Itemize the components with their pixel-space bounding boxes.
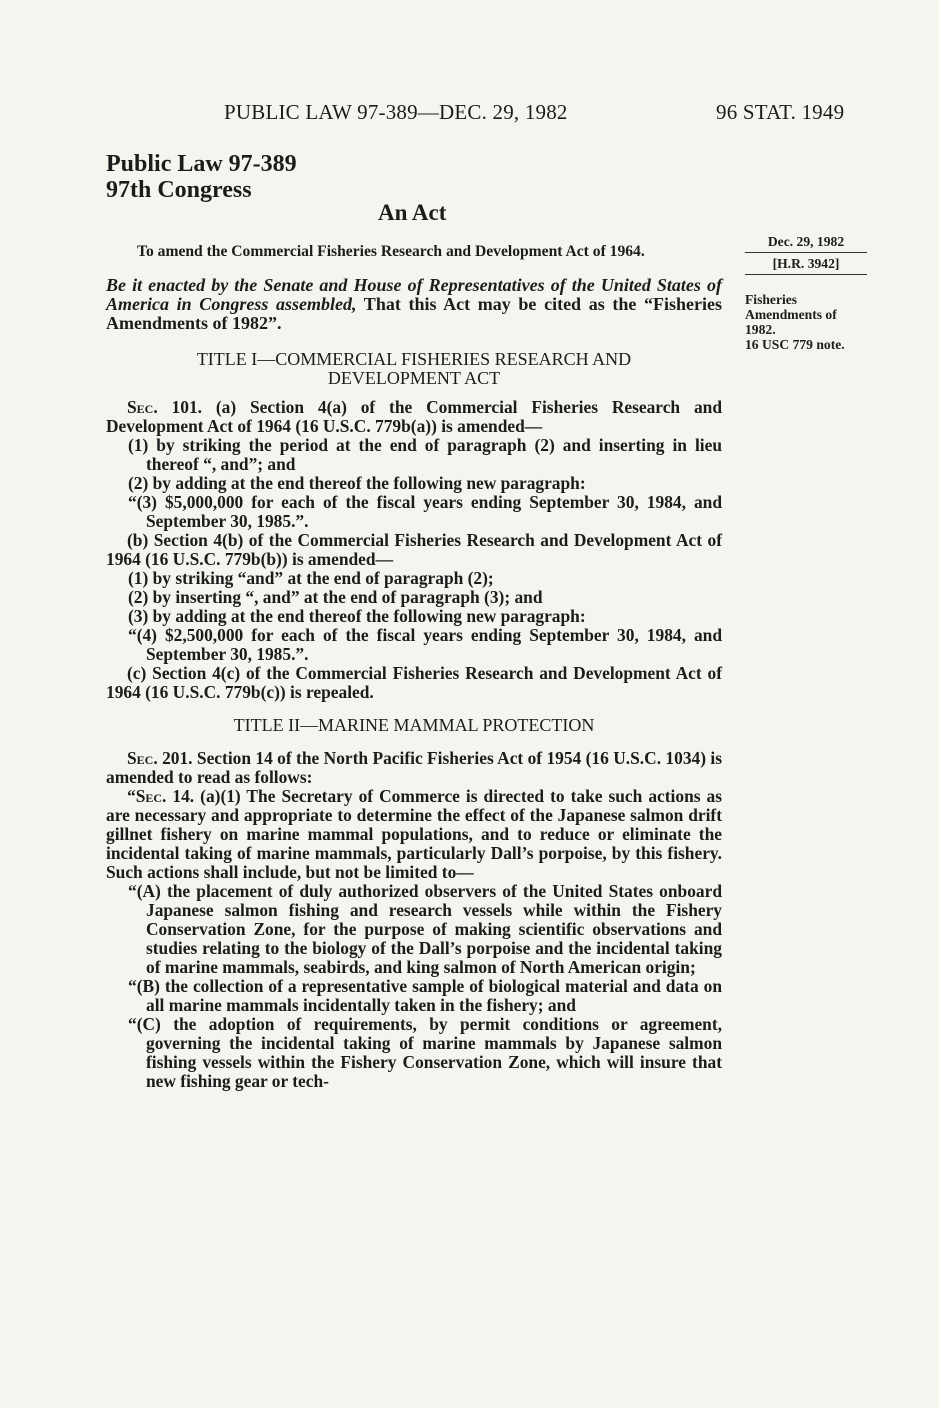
section-101-a [106,398,722,436]
act-body [106,340,722,1091]
paragraph: (2) by adding at the end thereof the following new paragraph: [128,473,586,493]
enacting-clause-italic: Be it enacted by the Senate and House of Representatives of the United States of America in Congress assembled, [106,275,722,314]
act-purpose: To amend the Commercial Fisheries Research and Development Act of 1964. [137,243,645,260]
clause-a: “(A) the placement of duly authorized observers of the United States onboard Japanese salmon fishing and research vessels while within the Fishery Conservation Zone, for the purpose of making scientific observations and studies relating to the biology of the Dall’s porpoise and the incidental taking of marine mammals, seabirds, and king salmon of North American origin; [128,881,722,977]
margin-note-line: 16 USC 779 note. [745,337,845,352]
paragraph: (2) by inserting “, and” at the end of paragraph (3); and [128,587,543,607]
quoted-paragraph: “(4) $2,500,000 for each of the fiscal years ending September 30, 1984, and September 30, 1985.”. [128,625,722,664]
clause-b: “(B) the collection of a representative sample of biological material and data on all marine mammals incidentally taken in the fishery; and [128,976,722,1015]
section-101-b: (b) Section 4(b) of the Commercial Fisheries Research and Development Act of 1964 (16 U.S.C. 779b(b)) is amended— [106,530,722,569]
margin-note-line: Fisheries [745,292,798,307]
section-201 [106,749,722,787]
section-14-a [106,787,722,882]
paragraph: (1) by striking “and” at the end of paragraph (2); [128,568,494,588]
title-2-heading: TITLE II—MARINE MAMMAL PROTECTION [233,715,595,735]
section-text: 101. (a) Section 4(a) of the Commercial Fisheries Research and Development Act of 1964 (16 U.S.C. 779b(a)) is amended— [106,397,722,436]
section-text: 201. Section 14 of the North Pacific Fisheries Act of 1954 (16 U.S.C. 1034) is amended to read as follows: [106,748,722,787]
section-101-c: (c) Section 4(c) of the Commercial Fisheries Research and Development Act of 1964 (16 U.S.C. 779b(c)) is repealed. [106,663,722,702]
title-1-heading: TITLE I—COMMERCIAL FISHERIES RESEARCH AND DEVELOPMENT ACT [196,349,632,388]
margin-note-line: Amendments of [745,307,837,322]
section-label: Sec. [127,748,158,768]
margin-bill-number: [H.R. 3942] [745,256,867,275]
congress-label: 97th Congress [106,177,252,203]
public-law-number: Public Law 97-389 [106,151,297,177]
enacting-clause [106,276,722,333]
paragraph: (1) by striking the period at the end of paragraph (2) and inserting in lieu thereof “, and”; and [128,435,722,474]
section-label: “Sec. [127,786,167,806]
act-title: An Act [378,200,447,225]
enacting-clause-text: That this Act may be cited as the “Fisheries Amendments of 1982”. [106,294,723,333]
paragraph: (3) by adding at the end thereof the following new paragraph: [128,606,586,626]
section-label: Sec. [127,397,158,417]
running-header-left: PUBLIC LAW 97-389—DEC. 29, 1982 [224,100,568,124]
margin-note-line: 1982. [745,322,776,337]
clause-c: “(C) the adoption of requirements, by permit conditions or agreement, governing the incidental taking of marine mammals by Japanese salmon fishing vessels within the Fishery Conservation Zone, which will insure that new fishing gear or tech- [128,1014,722,1091]
margin-date: Dec. 29, 1982 [745,234,867,253]
section-text: 14. (a)(1) The Secretary of Commerce is directed to take such actions as are necessary and appropriate to determine the effect of the Japanese salmon drift gillnet fishery on marine mammal populations, and to reduce or eliminate the incidental taking of marine mammals, particularly Dall’s porpoise, by this fishery. Such actions shall include, but not be limited to— [106,786,722,882]
running-header-right: 96 STAT. 1949 [716,100,845,124]
margin-note [745,292,870,352]
quoted-paragraph: “(3) $5,000,000 for each of the fiscal years ending September 30, 1984, and September 30, 1985.”. [128,492,722,531]
